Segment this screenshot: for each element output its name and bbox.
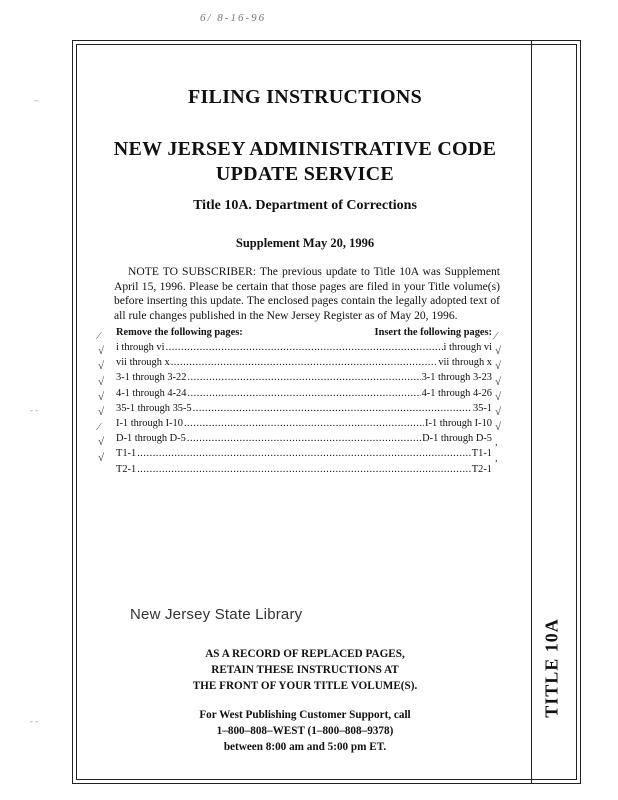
remove-pages: T1-1 bbox=[116, 448, 137, 460]
remove-pages: I-1 through I-10 bbox=[116, 417, 183, 429]
title-department: Title 10A. Department of Corrections bbox=[193, 198, 417, 213]
list-item bbox=[116, 433, 492, 448]
insert-pages: D-1 through D-5 bbox=[422, 433, 492, 445]
insert-pages: 35-1 bbox=[472, 402, 492, 414]
support-phone: 1–800–808–WEST (1–800–808–9378) bbox=[216, 725, 394, 737]
code-title bbox=[80, 137, 530, 187]
margin-mark: - - bbox=[30, 716, 39, 726]
list-item bbox=[116, 388, 492, 403]
insert-pages: vii through x bbox=[438, 357, 492, 369]
customer-support-info bbox=[150, 707, 460, 755]
remove-pages: vii through x bbox=[116, 357, 170, 369]
record-line1: AS A RECORD OF REPLACED PAGES, bbox=[205, 648, 405, 660]
handwritten-checkmarks-right: ⁄ √ √ √ √ √ √ , , bbox=[495, 330, 502, 464]
leader-dots bbox=[137, 448, 471, 459]
library-stamp: New Jersey State Library bbox=[130, 606, 303, 623]
supplement-date: Supplement May 20, 1996 bbox=[235, 236, 375, 250]
code-title-line1: NEW JERSEY ADMINISTRATIVE CODE bbox=[113, 138, 497, 160]
support-line1: For West Publishing Customer Support, call bbox=[199, 709, 411, 721]
leader-dots bbox=[187, 372, 420, 383]
list-item bbox=[116, 342, 492, 357]
code-title-line2: UPDATE SERVICE bbox=[215, 163, 395, 185]
list-header bbox=[116, 327, 492, 342]
leader-dots bbox=[171, 357, 438, 368]
spine-label bbox=[541, 618, 563, 718]
subscriber-note-text: NOTE TO SUBSCRIBER: The previous update to Title 10A was Supplement April 15, 1996. Please be certain that those pages are filed in your Title volume(s) before inserting this update. The enclosed pages contain the legally adopted text of all rule changes published in the New Jersey Register as of May 20, 1996. bbox=[114, 265, 500, 322]
leader-dots bbox=[184, 418, 424, 429]
insert-pages: 4-1 through 4-26 bbox=[421, 387, 492, 399]
leader-dots bbox=[187, 388, 420, 399]
list-item bbox=[116, 357, 492, 372]
spine-divider bbox=[531, 40, 532, 784]
list-item bbox=[116, 464, 492, 479]
handwritten-checkmarks-left: ⁄ √ √ √ √ √ ⁄ √ √ bbox=[98, 330, 105, 464]
insert-pages: T2-1 bbox=[471, 463, 492, 475]
remove-pages: T2-1 bbox=[116, 463, 137, 475]
leader-dots bbox=[187, 433, 421, 444]
remove-pages: 3-1 through 3-22 bbox=[116, 372, 187, 384]
margin-mark: ~ bbox=[34, 96, 39, 106]
leader-dots bbox=[166, 342, 443, 353]
list-item bbox=[116, 372, 492, 387]
handwritten-date-note: 6/ 8-16-96 bbox=[200, 12, 267, 24]
list-item bbox=[116, 403, 492, 418]
remove-header: Remove the following pages: bbox=[116, 327, 243, 338]
remove-pages: 35-1 through 35-5 bbox=[116, 402, 192, 414]
record-instructions bbox=[150, 646, 460, 694]
leader-dots bbox=[137, 464, 471, 475]
record-line2: RETAIN THESE INSTRUCTIONS AT bbox=[211, 664, 399, 676]
record-line3: THE FRONT OF YOUR TITLE VOLUME(S). bbox=[192, 680, 418, 692]
page-title: FILING INSTRUCTIONS bbox=[187, 86, 423, 108]
insert-pages: 3-1 through 3-23 bbox=[421, 372, 492, 384]
subscriber-note bbox=[114, 265, 500, 323]
support-hours: between 8:00 am and 5:00 pm ET. bbox=[223, 741, 387, 753]
insert-header: Insert the following pages: bbox=[374, 327, 492, 338]
page-replacement-list bbox=[116, 327, 492, 479]
remove-pages: D-1 through D-5 bbox=[116, 433, 186, 445]
spine-label-text: TITLE 10A bbox=[541, 618, 562, 718]
insert-pages: T1-1 bbox=[471, 448, 492, 460]
remove-pages: i through vi bbox=[116, 342, 165, 353]
list-item bbox=[116, 448, 492, 463]
remove-pages: 4-1 through 4-24 bbox=[116, 387, 187, 399]
list-item bbox=[116, 418, 492, 433]
leader-dots bbox=[193, 403, 472, 414]
margin-mark: - - bbox=[30, 405, 39, 415]
insert-pages: I-1 through I-10 bbox=[425, 417, 492, 429]
insert-pages: i through vi bbox=[443, 342, 492, 353]
